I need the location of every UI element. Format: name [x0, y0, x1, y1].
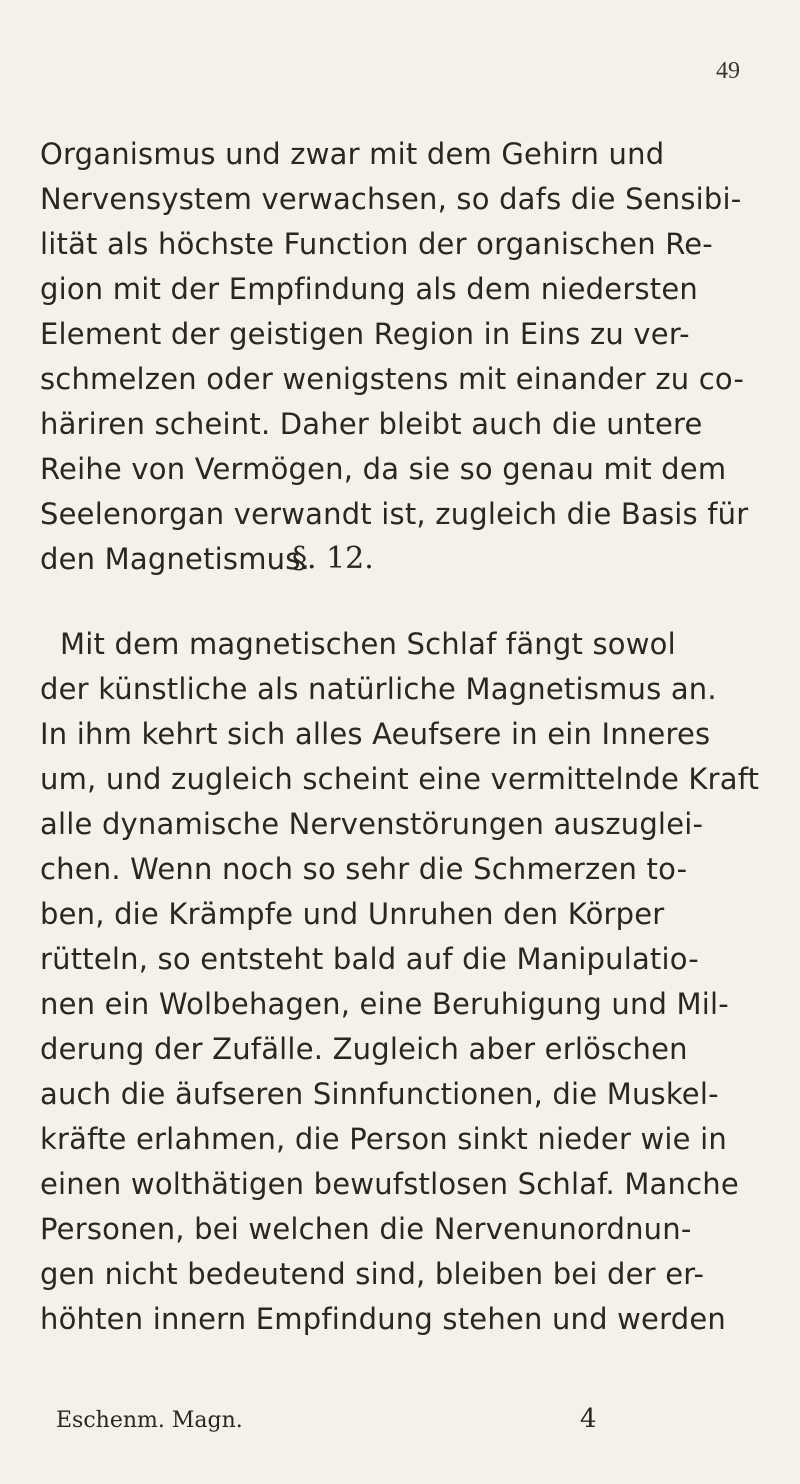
text-line: um, und zugleich scheint eine vermittelnde Kraft	[40, 762, 760, 796]
text-line: auch die äufseren Sinnfunctionen, die Muskel-	[40, 1077, 719, 1111]
page-number: 49	[716, 58, 740, 84]
text-line: rütteln, so entsteht bald auf die Manipulatio-	[40, 942, 699, 976]
text-line: Personen, bei welchen die Nervenunordnun-	[40, 1212, 692, 1246]
text-line: lität als höchste Function der organischen Re-	[40, 227, 713, 261]
text-line: gen nicht bedeutend sind, bleiben bei der er-	[40, 1257, 705, 1291]
text-line: kräfte erlahmen, die Person sinkt nieder wie in	[40, 1122, 727, 1156]
text-line: Reihe von Vermögen, da sie so genau mit dem	[40, 452, 727, 486]
text-line: In ihm kehrt sich alles Aeufsere in ein Inneres	[40, 717, 711, 751]
footer-signature: Eschenm. Magn.	[56, 1408, 243, 1433]
text-line: schmelzen oder wenigstens mit einander zu co-	[40, 362, 745, 396]
text-line: Organismus und zwar mit dem Gehirn und	[40, 137, 665, 171]
text-line: häriren scheint. Daher bleibt auch die untere	[40, 407, 703, 441]
section-marker: §. 12.	[292, 541, 374, 576]
text-line: Seelenorgan verwandt ist, zugleich die Basis für	[40, 497, 749, 531]
text-line: chen. Wenn noch so sehr die Schmerzen to-	[40, 852, 688, 886]
text-line: Mit dem magnetischen Schlaf fängt sowol	[60, 627, 676, 661]
text-line: höhten innern Empfindung stehen und werden	[40, 1302, 726, 1336]
text-line: den Magnetismus.	[40, 542, 310, 576]
text-line: Nervensystem verwachsen, so dafs die Sensibi-	[40, 182, 742, 216]
text-line: Element der geistigen Region in Eins zu ver-	[40, 317, 690, 351]
text-line: gion mit der Empfindung als dem niedersten	[40, 272, 698, 306]
text-line: ben, die Krämpfe und Unruhen den Körper	[40, 897, 665, 931]
text-line: derung der Zufälle. Zugleich aber erlöschen	[40, 1032, 688, 1066]
text-line: einen wolthätigen bewufstlosen Schlaf. Manche	[40, 1167, 739, 1201]
text-line: der künstliche als natürliche Magnetismus an.	[40, 672, 717, 706]
text-line: nen ein Wolbehagen, eine Beruhigung und Mil-	[40, 987, 729, 1021]
text-line: alle dynamische Nervenstörungen auszuglei-	[40, 807, 704, 841]
footer-sheet-number: 4	[580, 1404, 597, 1434]
